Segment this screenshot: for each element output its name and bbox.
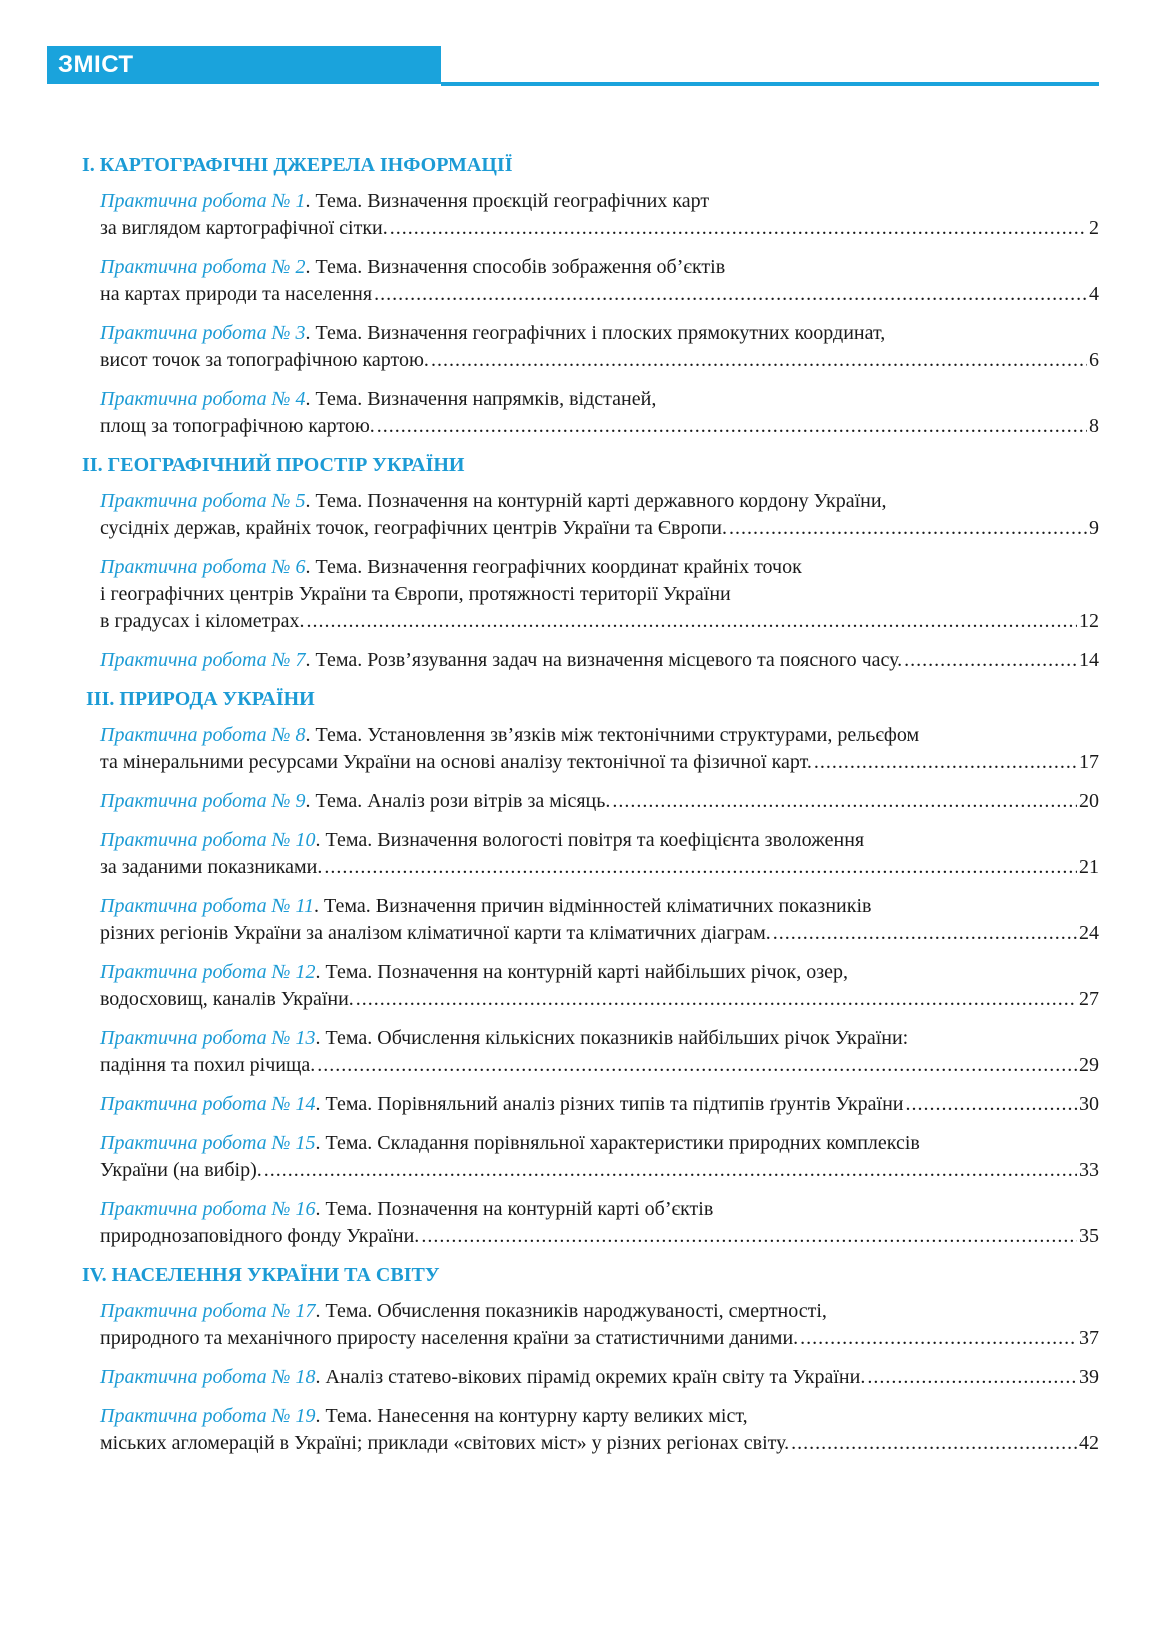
work-label: Практична робота № 16 xyxy=(100,1198,316,1220)
toc-entry[interactable] xyxy=(82,959,1099,1013)
page-number: 20 xyxy=(1079,790,1099,812)
table-of-contents xyxy=(82,152,1099,1469)
page-number: 6 xyxy=(1089,349,1099,371)
page-number: 39 xyxy=(1079,1366,1099,1388)
work-label: Практична робота № 12 xyxy=(100,961,316,983)
toc-entry[interactable] xyxy=(82,1025,1099,1079)
topic-text: Тема. Визначення вологості повітря та коефіцієнта зволоження xyxy=(325,829,865,851)
toc-entry-line xyxy=(100,281,1099,308)
page-number: 30 xyxy=(1079,1093,1099,1115)
section-title: ІІ. ГЕОГРАФІЧНИЙ ПРОСТІР УКРАЇНИ xyxy=(82,454,465,476)
toc-entry[interactable] xyxy=(82,1196,1099,1250)
toc-entry[interactable] xyxy=(82,1364,1099,1391)
toc-entry-line: Практична робота № 15. Тема. Складання порівняльної характеристики природних комплексів xyxy=(100,1132,920,1154)
toc-entry[interactable] xyxy=(82,488,1099,542)
toc-entry-line: Практична робота № 14. Тема. Порівняльний аналіз різних типів та підтипів ґрунтів України ..... 30 xyxy=(100,1091,1099,1118)
dot-leader xyxy=(729,515,1087,542)
toc-entry[interactable] xyxy=(82,320,1099,374)
page-number: 17 xyxy=(1079,751,1099,773)
dot-leader xyxy=(906,1091,1078,1118)
toc-entry[interactable] xyxy=(82,1130,1099,1184)
toc-entry[interactable] xyxy=(82,1091,1099,1118)
topic-text: Тема. Визначення напрямків, відстаней, xyxy=(315,388,657,410)
topic-text: за виглядом картографічної сітки. xyxy=(100,217,388,239)
toc-entry[interactable] xyxy=(82,188,1099,242)
header-divider xyxy=(441,82,1099,86)
toc-entry-line xyxy=(100,608,1099,635)
toc-entry[interactable] xyxy=(82,386,1099,440)
toc-entry[interactable] xyxy=(82,554,1099,635)
topic-text: висот точок за топографічною картою. xyxy=(100,349,429,371)
toc-entry-line: Практична робота № 8. Тема. Установлення зв’язків між тектонічними структурами, рельєфом xyxy=(100,724,920,746)
dot-leader xyxy=(421,1223,1077,1250)
work-label: Практична робота № 14 xyxy=(100,1093,316,1115)
dot-leader xyxy=(867,1364,1077,1391)
topic-text: Тема. Визначення причин відмінностей кліматичних показників xyxy=(324,895,872,917)
toc-entry-line xyxy=(100,581,1099,608)
work-label: Практична робота № 18 xyxy=(100,1366,316,1388)
topic-text: Тема. Визначення способів зображення об’єктів xyxy=(315,256,726,278)
toc-entry-line: Практична робота № 1. Тема. Визначення проєкцій географічних карт xyxy=(100,190,710,212)
toc-entry-line: Практична робота № 3. Тема. Визначення географічних і плоских прямокутних координат, xyxy=(100,322,886,344)
dot-leader xyxy=(612,788,1077,815)
dot-leader xyxy=(390,215,1087,242)
toc-entry-line: Практична робота № 19. Тема. Нанесення на контурну карту великих міст, xyxy=(100,1405,748,1427)
topic-text: за заданими показниками. xyxy=(100,856,323,878)
page-number: 29 xyxy=(1079,1054,1099,1076)
toc-entry-line: Практична робота № 11. Тема. Визначення причин відмінностей кліматичних показників xyxy=(100,895,872,917)
topic-text: природнозаповідного фонду України. xyxy=(100,1225,420,1247)
dot-leader xyxy=(800,1325,1077,1352)
toc-entry-line xyxy=(100,986,1099,1013)
toc-entry-line xyxy=(100,347,1099,374)
topic-text: Тема. Аналіз рози вітрів за місяць. xyxy=(315,790,611,812)
work-label: Практична робота № 9 xyxy=(100,790,306,812)
toc-entry[interactable] xyxy=(82,1403,1099,1457)
page-number: 33 xyxy=(1079,1159,1099,1181)
section-title: І. КАРТОГРАФІЧНІ ДЖЕРЕЛА ІНФОРМАЦІЇ xyxy=(82,154,513,176)
work-label: Практична робота № 19 xyxy=(100,1405,316,1427)
dot-leader xyxy=(814,749,1077,776)
toc-entry-line xyxy=(100,1430,1099,1457)
page-number: 35 xyxy=(1079,1225,1099,1247)
dot-leader xyxy=(377,413,1087,440)
toc-entry[interactable] xyxy=(82,647,1099,674)
toc-entry-line: Практична робота № 5. Тема. Позначення на контурній карті державного кордону України, xyxy=(100,490,887,512)
page-number: 4 xyxy=(1089,283,1099,305)
topic-text: Тема. Обчислення показників народжуваності, смертності, xyxy=(325,1300,827,1322)
work-label: Практична робота № 6 xyxy=(100,556,306,578)
page-header xyxy=(47,46,1099,87)
dot-leader xyxy=(324,854,1077,881)
page-number: 14 xyxy=(1079,649,1099,671)
work-label: Практична робота № 8 xyxy=(100,724,306,746)
toc-entry-line: Практична робота № 7. Тема. Розв’язування задач на визначення місцевого та поясного часу. ..... 14 xyxy=(100,647,1099,674)
work-label: Практична робота № 5 xyxy=(100,490,306,512)
work-label: Практична робота № 4 xyxy=(100,388,306,410)
topic-text: Тема. Установлення зв’язків між тектонічними структурами, рельєфом xyxy=(315,724,920,746)
dot-leader xyxy=(431,347,1087,374)
section-title: ІІІ. ПРИРОДА УКРАЇНИ xyxy=(86,688,315,710)
page-number: 37 xyxy=(1079,1327,1099,1349)
topic-text: сусідніх держав, крайніх точок, географічних центрів України та Європи. xyxy=(100,517,727,539)
topic-text: Тема. Обчислення кількісних показників найбільших річок України: xyxy=(325,1027,909,1049)
toc-entry-line: Практична робота № 13. Тема. Обчислення кількісних показників найбільших річок України: xyxy=(100,1027,909,1049)
toc-entry-line xyxy=(100,1157,1099,1184)
dot-leader xyxy=(773,920,1077,947)
toc-entry-line: Практична робота № 4. Тема. Визначення напрямків, відстаней, xyxy=(100,388,657,410)
section-title: IV. НАСЕЛЕННЯ УКРАЇНИ ТА СВІТУ xyxy=(82,1264,440,1286)
topic-text: Тема. Позначення на контурній карті найбільших річок, озер, xyxy=(325,961,849,983)
topic-text: різних регіонів України за аналізом кліматичної карти та кліматичних діаграм. xyxy=(100,922,771,944)
work-label: Практична робота № 10 xyxy=(100,829,316,851)
toc-entry-line xyxy=(100,749,1099,776)
page-number: 42 xyxy=(1079,1432,1099,1454)
toc-entry[interactable] xyxy=(82,827,1099,881)
work-label: Практична робота № 1 xyxy=(100,190,306,212)
toc-entry-line: Практична робота № 18. Аналіз статево-вікових пірамід окремих країн світу та України. ..... 39 xyxy=(100,1364,1099,1391)
toc-entry-line xyxy=(100,215,1099,242)
toc-entry-line: Практична робота № 17. Тема. Обчислення показників народжуваності, смертності, xyxy=(100,1300,827,1322)
toc-entry-line: Практична робота № 9. Тема. Аналіз рози вітрів за місяць. ..... 20 xyxy=(100,788,1099,815)
toc-entry-line xyxy=(100,920,1099,947)
work-label: Практична робота № 13 xyxy=(100,1027,316,1049)
topic-text: Тема. Визначення географічних і плоских прямокутних координат, xyxy=(315,322,886,344)
toc-entry[interactable] xyxy=(82,788,1099,815)
work-label: Практична робота № 11 xyxy=(100,895,315,917)
dot-leader xyxy=(791,1430,1077,1457)
topic-text: в градусах і кілометрах. xyxy=(100,610,305,632)
dot-leader xyxy=(374,281,1087,308)
dot-leader xyxy=(264,1157,1077,1184)
work-label: Практична робота № 2 xyxy=(100,256,306,278)
page-number: 27 xyxy=(1079,988,1099,1010)
toc-entry[interactable] xyxy=(82,254,1099,308)
topic-text: площ за топографічною картою. xyxy=(100,415,375,437)
toc-entry-line: Практична робота № 16. Тема. Позначення на контурній карті об’єктів xyxy=(100,1198,714,1220)
toc-entry-line: Практична робота № 6. Тема. Визначення географічних координат крайніх точок xyxy=(100,556,802,578)
topic-text: Аналіз статево-вікових пірамід окремих країн світу та України. xyxy=(325,1366,866,1388)
work-label: Практична робота № 3 xyxy=(100,322,306,344)
topic-text: природного та механічного приросту населення країни за статистичними даними. xyxy=(100,1327,799,1349)
toc-entry-line xyxy=(100,854,1099,881)
topic-text: України (на вибір). xyxy=(100,1159,262,1181)
topic-text: Тема. Визначення географічних координат крайніх точок xyxy=(315,556,802,578)
topic-text: на картах природи та населення xyxy=(100,283,373,305)
page-number: 12 xyxy=(1079,610,1099,632)
page-number: 24 xyxy=(1079,922,1099,944)
topic-text: Тема. Порівняльний аналіз різних типів та підтипів ґрунтів України xyxy=(325,1093,904,1115)
toc-entry-line xyxy=(100,515,1099,542)
dot-leader xyxy=(904,647,1077,674)
topic-text: Тема. Розв’язування задач на визначення місцевого та поясного часу. xyxy=(315,649,903,671)
page-number: 9 xyxy=(1089,517,1099,539)
topic-text: Тема. Складання порівняльної характеристики природних комплексів xyxy=(325,1132,920,1154)
page-number: 2 xyxy=(1089,217,1099,239)
topic-text: водосховищ, каналів України. xyxy=(100,988,354,1010)
toc-entry-line: Практична робота № 10. Тема. Визначення вологості повітря та коефіцієнта зволоження xyxy=(100,829,865,851)
page-title: ЗМІСТ xyxy=(47,46,441,84)
toc-entry[interactable] xyxy=(82,1298,1099,1352)
toc-entry[interactable] xyxy=(82,893,1099,947)
toc-entry-line xyxy=(100,413,1099,440)
toc-entry-line xyxy=(100,1223,1099,1250)
page-number: 8 xyxy=(1089,415,1099,437)
work-label: Практична робота № 17 xyxy=(100,1300,316,1322)
topic-text: Тема. Визначення проєкцій географічних карт xyxy=(315,190,710,212)
topic-text: Тема. Позначення на контурній карті об’єктів xyxy=(325,1198,714,1220)
work-label: Практична робота № 7 xyxy=(100,649,306,671)
dot-leader xyxy=(317,1052,1077,1079)
toc-entry[interactable] xyxy=(82,722,1099,776)
toc-entry-line xyxy=(100,1052,1099,1079)
page-number: 21 xyxy=(1079,856,1099,878)
topic-text: Тема. Нанесення на контурну карту великих міст, xyxy=(325,1405,748,1427)
work-label: Практична робота № 15 xyxy=(100,1132,316,1154)
toc-entry-line: Практична робота № 2. Тема. Визначення способів зображення об’єктів xyxy=(100,256,726,278)
topic-text: і географічних центрів України та Європи, протяжності території України xyxy=(100,583,731,605)
dot-leader xyxy=(356,986,1077,1013)
topic-text: та мінеральними ресурсами України на основі аналізу тектонічної та фізичної карт. xyxy=(100,751,812,773)
dot-leader xyxy=(307,608,1077,635)
topic-text: падіння та похил річища. xyxy=(100,1054,316,1076)
toc-entry-line xyxy=(100,1325,1099,1352)
toc-entry-line: Практична робота № 12. Тема. Позначення на контурній карті найбільших річок, озер, xyxy=(100,961,849,983)
topic-text: міських агломерацій в Україні; приклади «світових міст» у різних регіонах світу. xyxy=(100,1432,790,1454)
topic-text: Тема. Позначення на контурній карті державного кордону України, xyxy=(315,490,887,512)
